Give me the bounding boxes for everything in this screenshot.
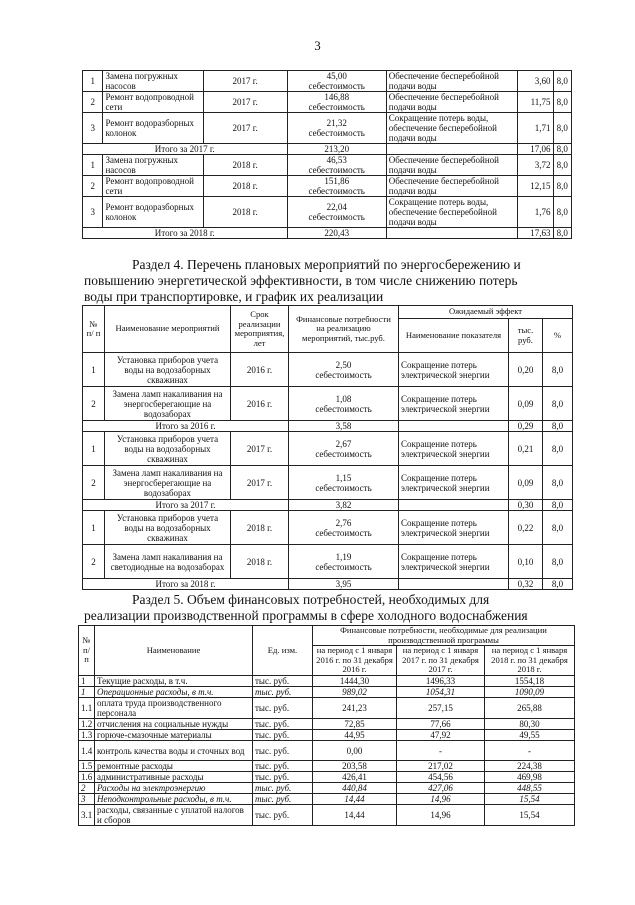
total-percent: 8,0 [543, 421, 573, 432]
unit: тыс. руб. [253, 783, 313, 794]
cost-note: себестоимость [315, 527, 372, 538]
cost-note: себестоимость [315, 482, 372, 493]
row-number: 1 [79, 687, 95, 698]
cost-value: 2,50 [335, 359, 352, 370]
cost-value: 1,19 [335, 551, 352, 562]
cost-note: себестоимость [315, 369, 372, 380]
expense-name: контроль качества воды и сточных вод [95, 741, 253, 761]
measure-name: Замена погружных насосов [103, 155, 203, 176]
header-financing: Финансовые потребности на реализацию мероприятий, тыс.руб. [289, 306, 399, 353]
total-blank [399, 579, 509, 590]
value-2017: 257,15 [397, 698, 485, 719]
total-thousand-rub: 0,29 [509, 421, 543, 432]
expected-effect: Сокращение потерь воды, обеспечение бесперебойной подачи воды [386, 197, 517, 228]
effect-percent: 8,0 [553, 71, 571, 92]
total-cost: 220,43 [287, 228, 386, 239]
total-row [83, 144, 572, 155]
cost-note: себестоимость [308, 186, 365, 196]
table-row [79, 741, 575, 761]
cost-note: себестоимость [315, 448, 372, 459]
table-row [83, 432, 573, 466]
effect-thousand-rub: 3,72 [517, 155, 553, 176]
measure-year: 2017 г. [203, 113, 287, 144]
expense-name: Операционные расходы, в т.ч. [95, 687, 253, 698]
total-label: Итого за 2017 г. [83, 144, 288, 155]
total-row [83, 579, 573, 590]
measure-year: 2016 г. [231, 353, 289, 387]
effect-percent: 8,0 [543, 466, 573, 500]
measure-cost [289, 511, 399, 545]
value-2018: 1554,18 [485, 676, 575, 687]
header-thousand-rub: тыс. руб. [509, 319, 543, 353]
indicator-name: Сокращение потерь электрической энергии [399, 466, 509, 500]
value-2017: 47,92 [397, 730, 485, 741]
total-cost: 213,20 [287, 144, 386, 155]
total-blank [399, 421, 509, 432]
measures-table-continued [82, 70, 572, 239]
effect-thousand-rub: 11,75 [517, 92, 553, 113]
total-blank [386, 144, 517, 155]
effect-thousand-rub: 0,09 [509, 387, 543, 421]
cost-note: себестоимость [315, 403, 372, 414]
value-2016: 0,00 [313, 741, 397, 761]
section-4-line: Раздел 4. Перечень плановых мероприятий по энергосбережению и [132, 257, 521, 272]
indicator-name: Сокращение потерь электрической энергии [399, 432, 509, 466]
cost-note: себестоимость [308, 212, 365, 222]
header-term: Срок реализации мероприятия, лет [231, 306, 289, 353]
section-4-heading [84, 257, 570, 305]
measure-cost [289, 466, 399, 500]
page-number: 3 [314, 38, 321, 53]
total-thousand-rub: 17,06 [517, 144, 553, 155]
expense-name: ремонтные расходы [95, 761, 253, 772]
unit: тыс. руб. [253, 730, 313, 741]
total-label: Итого за 2017 г. [83, 500, 289, 511]
effect-thousand-rub: 0,22 [509, 511, 543, 545]
total-label: Итого за 2018 г. [83, 579, 289, 590]
row-number: 2 [83, 387, 105, 421]
effect-thousand-rub: 0,10 [509, 545, 543, 579]
total-percent: 8,0 [553, 228, 571, 239]
value-2018: 15,54 [485, 794, 575, 805]
table-row [79, 761, 575, 772]
unit: тыс. руб. [253, 687, 313, 698]
row-number: 1.3 [79, 730, 95, 741]
expense-name: расходы, связанные с уплатой налогов и сборов [95, 805, 253, 826]
value-2018: 15,54 [485, 805, 575, 826]
effect-thousand-rub: 0,20 [509, 353, 543, 387]
table-row [79, 805, 575, 826]
value-2018: 1090,09 [485, 687, 575, 698]
section-5-heading [84, 592, 570, 624]
header-unit: Ед. изм. [253, 626, 313, 676]
total-thousand-rub: 0,32 [509, 579, 543, 590]
value-2016: 14,44 [313, 794, 397, 805]
effect-percent: 8,0 [553, 197, 571, 228]
measure-name: Установка приборов учета воды на водозаборных скважинах [105, 511, 231, 545]
total-thousand-rub: 17,63 [517, 228, 553, 239]
table-row [83, 197, 572, 228]
effect-thousand-rub: 0,21 [509, 432, 543, 466]
row-number: 1 [83, 155, 103, 176]
row-number: 1 [83, 353, 105, 387]
effect-thousand-rub: 12,15 [517, 176, 553, 197]
cost-value: 45,00 [326, 71, 347, 81]
value-2016: 14,44 [313, 805, 397, 826]
total-label: Итого за 2016 г. [83, 421, 289, 432]
row-number: 2 [79, 783, 95, 794]
row-number: 3 [83, 197, 103, 228]
unit: тыс. руб. [253, 698, 313, 719]
header-number: № п/п [79, 626, 95, 676]
effect-percent: 8,0 [553, 155, 571, 176]
row-number: 2 [83, 176, 103, 197]
measure-cost [287, 176, 386, 197]
table-row [79, 783, 575, 794]
measure-year: 2016 г. [231, 387, 289, 421]
value-2017: 427,06 [397, 783, 485, 794]
total-percent: 8,0 [543, 579, 573, 590]
value-2017: 217,02 [397, 761, 485, 772]
unit: тыс. руб. [253, 772, 313, 783]
value-2016: 203,58 [313, 761, 397, 772]
cost-note: себестоимость [308, 165, 365, 175]
indicator-name: Сокращение потерь электрической энергии [399, 511, 509, 545]
effect-percent: 8,0 [553, 113, 571, 144]
effect-percent: 8,0 [543, 432, 573, 466]
row-number: 1.4 [79, 741, 95, 761]
expense-name: Неподконтрольные расходы, в т.ч. [95, 794, 253, 805]
total-row [83, 421, 573, 432]
value-2018: 224,38 [485, 761, 575, 772]
row-number: 1 [83, 511, 105, 545]
table-row [83, 176, 572, 197]
value-2016: 1444,30 [313, 676, 397, 687]
unit: тыс. руб. [253, 794, 313, 805]
row-number: 1.1 [79, 698, 95, 719]
row-number: 2 [83, 466, 105, 500]
measure-name: Замена ламп накаливания на энергосберегающие на водозаборах [105, 387, 231, 421]
total-label: Итого за 2018 г. [83, 228, 288, 239]
total-percent: 8,0 [543, 500, 573, 511]
measure-year: 2017 г. [203, 92, 287, 113]
table-row [79, 730, 575, 741]
value-2018: 469,98 [485, 772, 575, 783]
header-period-2017: на период с 1 января 2017 г. по 31 декабря 2017 г. [397, 646, 485, 676]
header-period-2018: на период с 1 января 2018 г. по 31 декабря 2018 г. [485, 646, 575, 676]
measure-name: Замена ламп накаливания на светодиодные на водозаборах [105, 545, 231, 579]
cost-value: 1,08 [335, 393, 352, 404]
value-2016: 440,84 [313, 783, 397, 794]
unit: тыс. руб. [253, 676, 313, 687]
unit: тыс. руб. [253, 719, 313, 730]
measure-name: Установка приборов учета воды на водозаборных скважинах [105, 432, 231, 466]
row-number: 1.5 [79, 761, 95, 772]
cost-value: 1,15 [335, 472, 352, 483]
measure-name: Ремонт водопроводной сети [103, 92, 203, 113]
value-2017: 14,96 [397, 794, 485, 805]
measure-cost [289, 353, 399, 387]
expense-name: отчисления на социальные нужды [95, 719, 253, 730]
table-row [79, 676, 575, 687]
effect-thousand-rub: 0,09 [509, 466, 543, 500]
header-measure-name: Наименование мероприятий [105, 306, 231, 353]
table-row [79, 794, 575, 805]
indicator-name: Сокращение потерь электрической энергии [399, 545, 509, 579]
value-2017: 1054,31 [397, 687, 485, 698]
indicator-name: Сокращение потерь электрической энергии [399, 353, 509, 387]
table-row [83, 466, 573, 500]
total-cost: 3,58 [289, 421, 399, 432]
total-row [83, 500, 573, 511]
expense-name: оплата труда производственного персонала [95, 698, 253, 719]
measure-year: 2018 г. [203, 155, 287, 176]
cost-value: 22,04 [326, 202, 347, 212]
total-blank [399, 500, 509, 511]
value-2017: 454,56 [397, 772, 485, 783]
expense-name: горюче-смазочные материалы [95, 730, 253, 741]
measure-year: 2018 г. [203, 176, 287, 197]
unit: тыс. руб. [253, 741, 313, 761]
total-cost: 3,95 [289, 579, 399, 590]
header-expected-effect: Ожидаемый эффект [399, 306, 573, 319]
effect-percent: 8,0 [543, 511, 573, 545]
table-row [83, 71, 572, 92]
expected-effect: Обеспечение бесперебойной подачи воды [386, 176, 517, 197]
measure-cost [289, 545, 399, 579]
effect-percent: 8,0 [553, 176, 571, 197]
expense-name: Расходы на электроэнергию [95, 783, 253, 794]
section-4-line: воды при транспортировке, и график их реализации [84, 289, 384, 304]
header-percent: % [543, 319, 573, 353]
header-period-2016: на период с 1 января 2016 г. по 31 декабря 2016 г. [313, 646, 397, 676]
value-2016: 989,02 [313, 687, 397, 698]
total-cost: 3,82 [289, 500, 399, 511]
value-2017: 14,96 [397, 805, 485, 826]
value-2018: - [485, 741, 575, 761]
value-2018: 448,55 [485, 783, 575, 794]
table-row [83, 545, 573, 579]
measure-year: 2017 г. [203, 71, 287, 92]
cost-value: 151,86 [324, 176, 350, 186]
measure-cost [287, 155, 386, 176]
energy-saving-table [82, 305, 573, 590]
row-number: 2 [83, 92, 103, 113]
effect-thousand-rub: 3,60 [517, 71, 553, 92]
header-financial-needs: Финансовые потребности, необходимые для реализации производственной программы [313, 626, 575, 646]
measure-name: Установка приборов учета воды на водозаборных скважинах [105, 353, 231, 387]
row-number: 2 [83, 545, 105, 579]
effect-percent: 8,0 [543, 387, 573, 421]
measure-cost [287, 113, 386, 144]
table-row [83, 511, 573, 545]
expense-name: Текущие расходы, в т.ч. [95, 676, 253, 687]
measure-name: Замена погружных насосов [103, 71, 203, 92]
table-row [79, 698, 575, 719]
table-row [83, 353, 573, 387]
row-number: 3 [83, 113, 103, 144]
cost-value: 146,88 [324, 92, 350, 102]
total-blank [386, 228, 517, 239]
financing-table [78, 625, 575, 826]
value-2017: - [397, 741, 485, 761]
value-2018: 49,55 [485, 730, 575, 741]
value-2016: 426,41 [313, 772, 397, 783]
measure-cost [289, 432, 399, 466]
table-row [79, 687, 575, 698]
header-indicator-name: Наименование показателя [399, 319, 509, 353]
measure-name: Ремонт водоразборных колонок [103, 113, 203, 144]
measure-cost [289, 387, 399, 421]
table-row [83, 92, 572, 113]
measure-year: 2018 г. [231, 511, 289, 545]
row-number: 1 [83, 432, 105, 466]
total-row [83, 228, 572, 239]
cost-value: 2,76 [335, 517, 352, 528]
value-2016: 44,95 [313, 730, 397, 741]
effect-percent: 8,0 [543, 545, 573, 579]
unit: тыс. руб. [253, 761, 313, 772]
row-number: 3.1 [79, 805, 95, 826]
header-number: № п/ п [83, 306, 105, 353]
measure-year: 2018 г. [203, 197, 287, 228]
value-2016: 72,85 [313, 719, 397, 730]
measure-cost [287, 71, 386, 92]
value-2017: 77,66 [397, 719, 485, 730]
table-row [79, 772, 575, 783]
cost-value: 46,53 [326, 155, 347, 165]
row-number: 1 [83, 71, 103, 92]
indicator-name: Сокращение потерь электрической энергии [399, 387, 509, 421]
row-number: 1.6 [79, 772, 95, 783]
cost-note: себестоимость [308, 102, 365, 112]
unit: тыс. руб. [253, 805, 313, 826]
cost-value: 21,32 [326, 118, 347, 128]
cost-value: 2,67 [335, 438, 352, 449]
value-2018: 265,88 [485, 698, 575, 719]
expected-effect: Обеспечение бесперебойной подачи воды [386, 92, 517, 113]
section-5-line: Раздел 5. Объем финансовых потребностей, необходимых для [132, 592, 490, 607]
cost-note: себестоимость [308, 81, 365, 91]
expected-effect: Обеспечение бесперебойной подачи воды [386, 71, 517, 92]
expense-name: административные расходы [95, 772, 253, 783]
section-5-line: реализации производственной программы в сфере холодного водоснабжения [84, 608, 528, 623]
total-thousand-rub: 0,30 [509, 500, 543, 511]
measure-name: Ремонт водопроводной сети [103, 176, 203, 197]
value-2016: 241,23 [313, 698, 397, 719]
table-row [83, 113, 572, 144]
total-percent: 8,0 [553, 144, 571, 155]
measure-name: Замена ламп накаливания на энергосберегающие на водозаборах [105, 466, 231, 500]
effect-percent: 8,0 [543, 353, 573, 387]
effect-thousand-rub: 1,71 [517, 113, 553, 144]
measure-cost [287, 92, 386, 113]
effect-thousand-rub: 1,76 [517, 197, 553, 228]
measure-cost [287, 197, 386, 228]
expected-effect: Сокращение потерь воды, обеспечение бесперебойной подачи воды [386, 113, 517, 144]
table-row [83, 155, 572, 176]
measure-name: Ремонт водоразборных колонок [103, 197, 203, 228]
cost-note: себестоимость [315, 561, 372, 572]
measure-year: 2018 г. [231, 545, 289, 579]
header-name: Наименование [95, 626, 253, 676]
value-2017: 1496,33 [397, 676, 485, 687]
value-2018: 80,30 [485, 719, 575, 730]
row-number: 1.2 [79, 719, 95, 730]
expected-effect: Обеспечение бесперебойной подачи воды [386, 155, 517, 176]
table-row [79, 719, 575, 730]
section-4-line: повышению энергетической эффективности, в том числе снижению потерь [84, 273, 518, 288]
cost-note: себестоимость [308, 128, 365, 138]
effect-percent: 8,0 [553, 92, 571, 113]
measure-year: 2017 г. [231, 432, 289, 466]
table-row [83, 387, 573, 421]
measure-year: 2017 г. [231, 466, 289, 500]
row-number: 1 [79, 676, 95, 687]
row-number: 3 [79, 794, 95, 805]
